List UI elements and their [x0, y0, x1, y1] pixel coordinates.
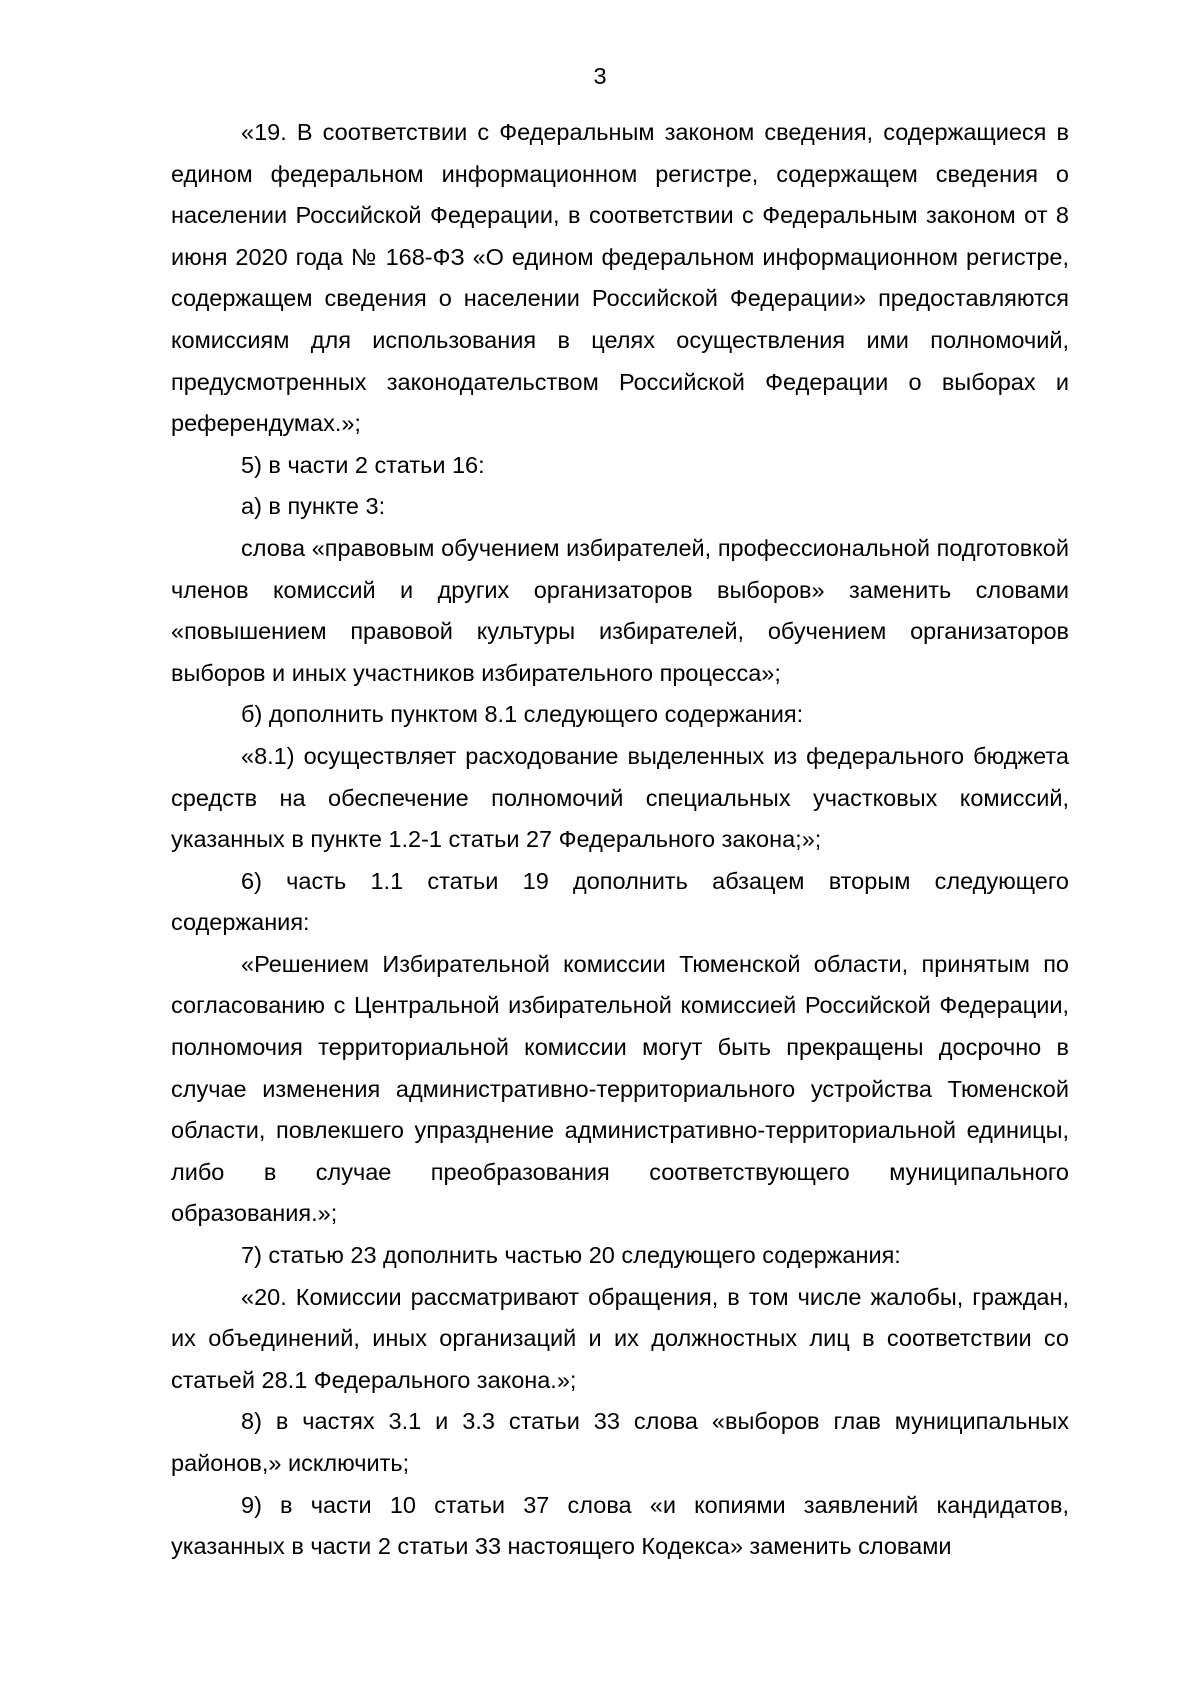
paragraph-clause-19: «19. В соответствии с Федеральным законом сведения, содержащиеся в едином федеральном информационном регистре, содержащем сведения о населении Российской Федерации, в соответствии с Федеральным законом от 8 июня 2020 года № 168-ФЗ «О едином федеральном информационном регистре, содержащем сведения о населении Российской Федерации» предоставляются комиссиям для использования в целях осуществления ими полномочий, предусмотренных законодательством Российской Федерации о выборах и референдумах.»; [171, 119, 1069, 437]
document-body [171, 112, 1069, 1568]
paragraph-tyumen-commission: «Решением Избирательной комиссии Тюменской области, принятым по согласованию с Центральной избирательной комиссией Российской Федерации, полномочия территориальной комиссии могут быть прекращены досрочно в случае изменения административно-территориального устройства Тюменской области, повлекшего упразднение административно-территориальной единицы, либо в случае преобразования соответствующего муниципального образования.»; [171, 950, 1069, 1227]
paragraph-clause-8-1: «8.1) осуществляет расходование выделенных из федерального бюджета средств на обеспечение полномочий специальных участковых комиссий, указанных в пункте 1.2-1 статьи 27 Федерального закона;»; [171, 742, 1069, 853]
paragraph-clause-20: «20. Комиссии рассматривают обращения, в том числе жалобы, граждан, их объединений, иных организаций и их должностных лиц в соответствии со статьей 28.1 Федерального закона.»; [171, 1283, 1069, 1393]
paragraph-item-6: 6) часть 1.1 статьи 19 дополнить абзацем вторым следующего содержания: [171, 867, 1069, 936]
paragraph-item-5: 5) в части 2 статьи 16: [241, 451, 485, 478]
paragraph-words-replacement: слова «правовым обучением избирателей, профессиональной подготовкой членов комиссий и других организаторов выборов» заменить словами «повышением правовой культуры избирателей, обучением организаторов выборов и иных участников избирательного процесса»; [171, 534, 1069, 686]
page-number: 3 [593, 63, 607, 89]
paragraph-subitem-a: а) в пункте 3: [241, 493, 386, 520]
paragraph-item-7: 7) статью 23 дополнить частью 20 следующего содержания: [241, 1242, 901, 1269]
paragraph-item-8: 8) в частях 3.1 и 3.3 статьи 33 слова «выборов глав муниципальных районов,» исключить; [171, 1408, 1069, 1476]
paragraph-subitem-b: б) дополнить пунктом 8.1 следующего содержания: [241, 701, 804, 728]
paragraph-item-9: 9) в части 10 статьи 37 слова «и копиями заявлений кандидатов, указанных в части 2 статьи 33 настоящего Кодекса» заменить словами [171, 1491, 1069, 1560]
